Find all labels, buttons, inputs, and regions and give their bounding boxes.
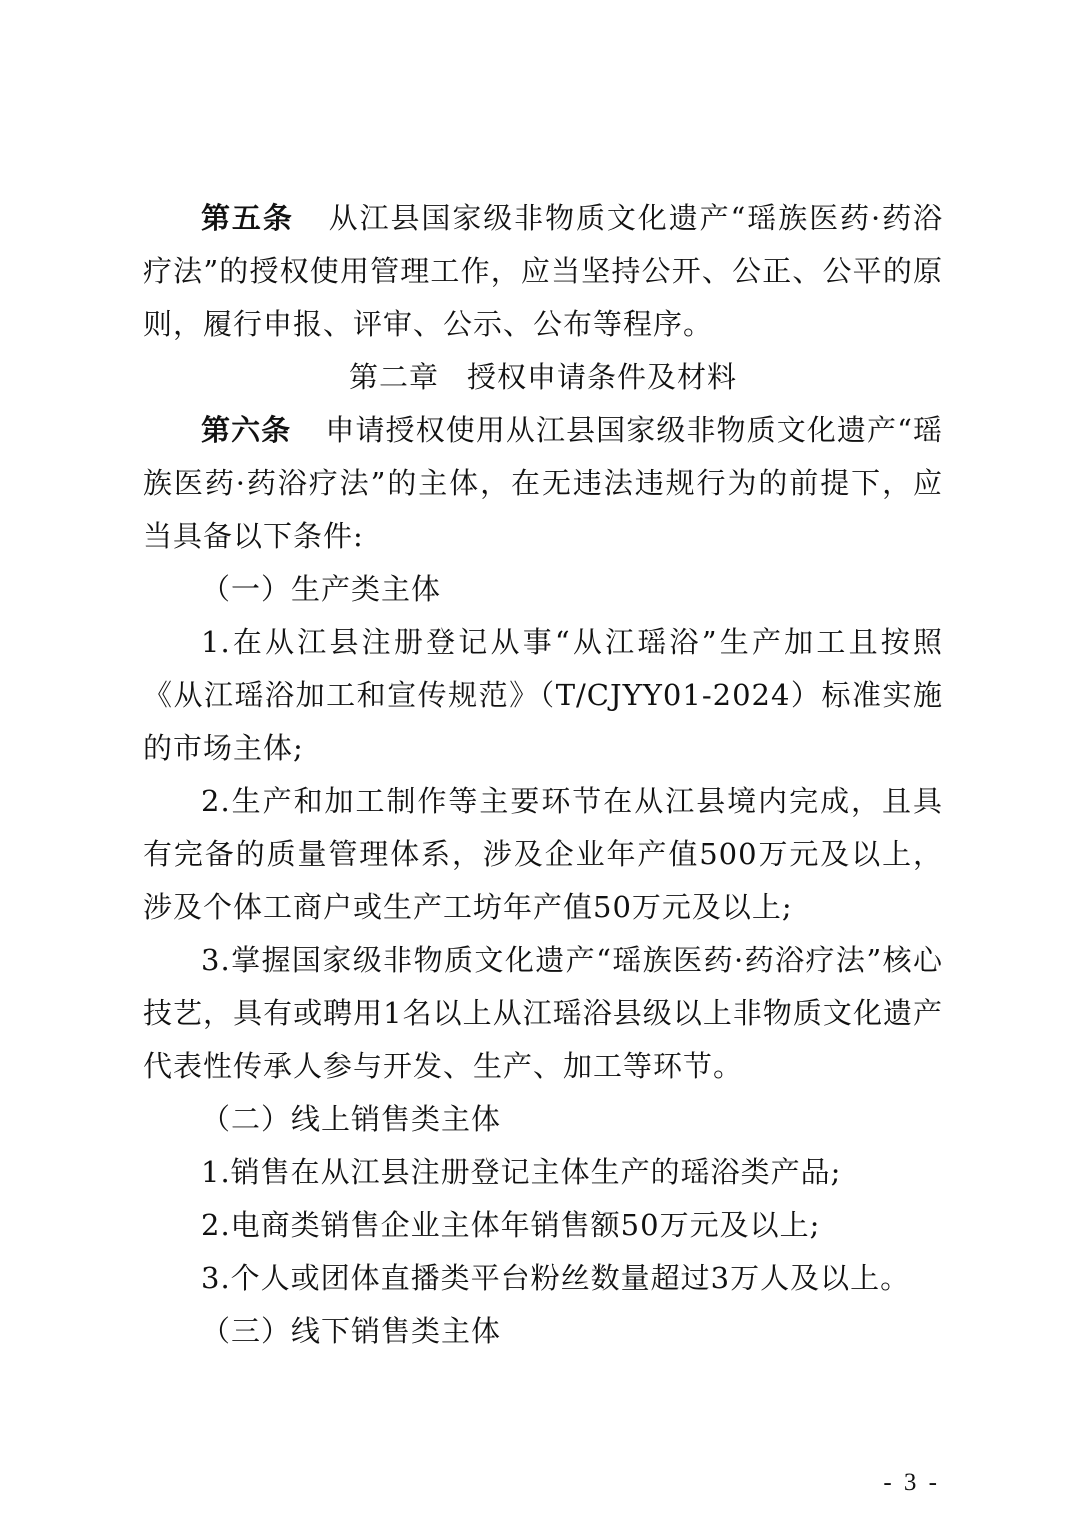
page-number: - 3 - xyxy=(883,1469,940,1496)
article-6-label: 第六条 xyxy=(201,413,292,447)
section-2-item: 3.个人或团体直播类平台粉丝数量超过3万人及以上。 xyxy=(201,1261,911,1295)
section-1-item: 1.在从江县注册登记从事“从江瑶浴”生产加工且按照《从江瑶浴加工和宣传规范》（T/CJYY01-2024）标准实施的市场主体; xyxy=(143,625,943,765)
article-5-label: 第五条 xyxy=(201,201,294,235)
section-1-item: 3.掌握国家级非物质文化遗产“瑶族医药·药浴疗法”核心技艺，具有或聘用1名以上从江瑶浴县级以上非物质文化遗产代表性传承人参与开发、生产、加工等环节。 xyxy=(143,943,943,1083)
article-5-paragraph xyxy=(143,192,943,351)
section-3-heading: （三）线下销售类主体 xyxy=(201,1314,502,1348)
document-body xyxy=(143,192,943,1358)
chapter-2-number: 第二章 xyxy=(348,360,439,394)
section-1-item: 2.生产和加工制作等主要环节在从江县境内完成，且具有完备的质量管理体系，涉及企业年产值500万元及以上，涉及个体工商户或生产工坊年产值50万元及以上; xyxy=(143,784,943,924)
article-6-text: 申请授权使用从江县国家级非物质文化遗产“瑶族医药·药浴疗法”的主体，在无违法违规行为的前提下，应当具备以下条件: xyxy=(143,413,943,553)
section-2-heading: （二）线上销售类主体 xyxy=(201,1102,502,1136)
article-6-paragraph xyxy=(143,404,943,563)
article-5-text: 从江县国家级非物质文化遗产“瑶族医药·药浴疗法”的授权使用管理工作，应当坚持公开、公正、公平的原则，履行申报、评审、公示、公布等程序。 xyxy=(143,201,943,341)
chapter-2-heading xyxy=(143,351,943,404)
section-2-item: 2.电商类销售企业主体年销售额50万元及以上; xyxy=(201,1208,821,1242)
section-1-heading: （一）生产类主体 xyxy=(201,572,442,606)
chapter-2-title: 授权申请条件及材料 xyxy=(467,360,738,394)
section-2-item: 1.销售在从江县注册登记主体生产的瑶浴类产品; xyxy=(201,1155,842,1189)
